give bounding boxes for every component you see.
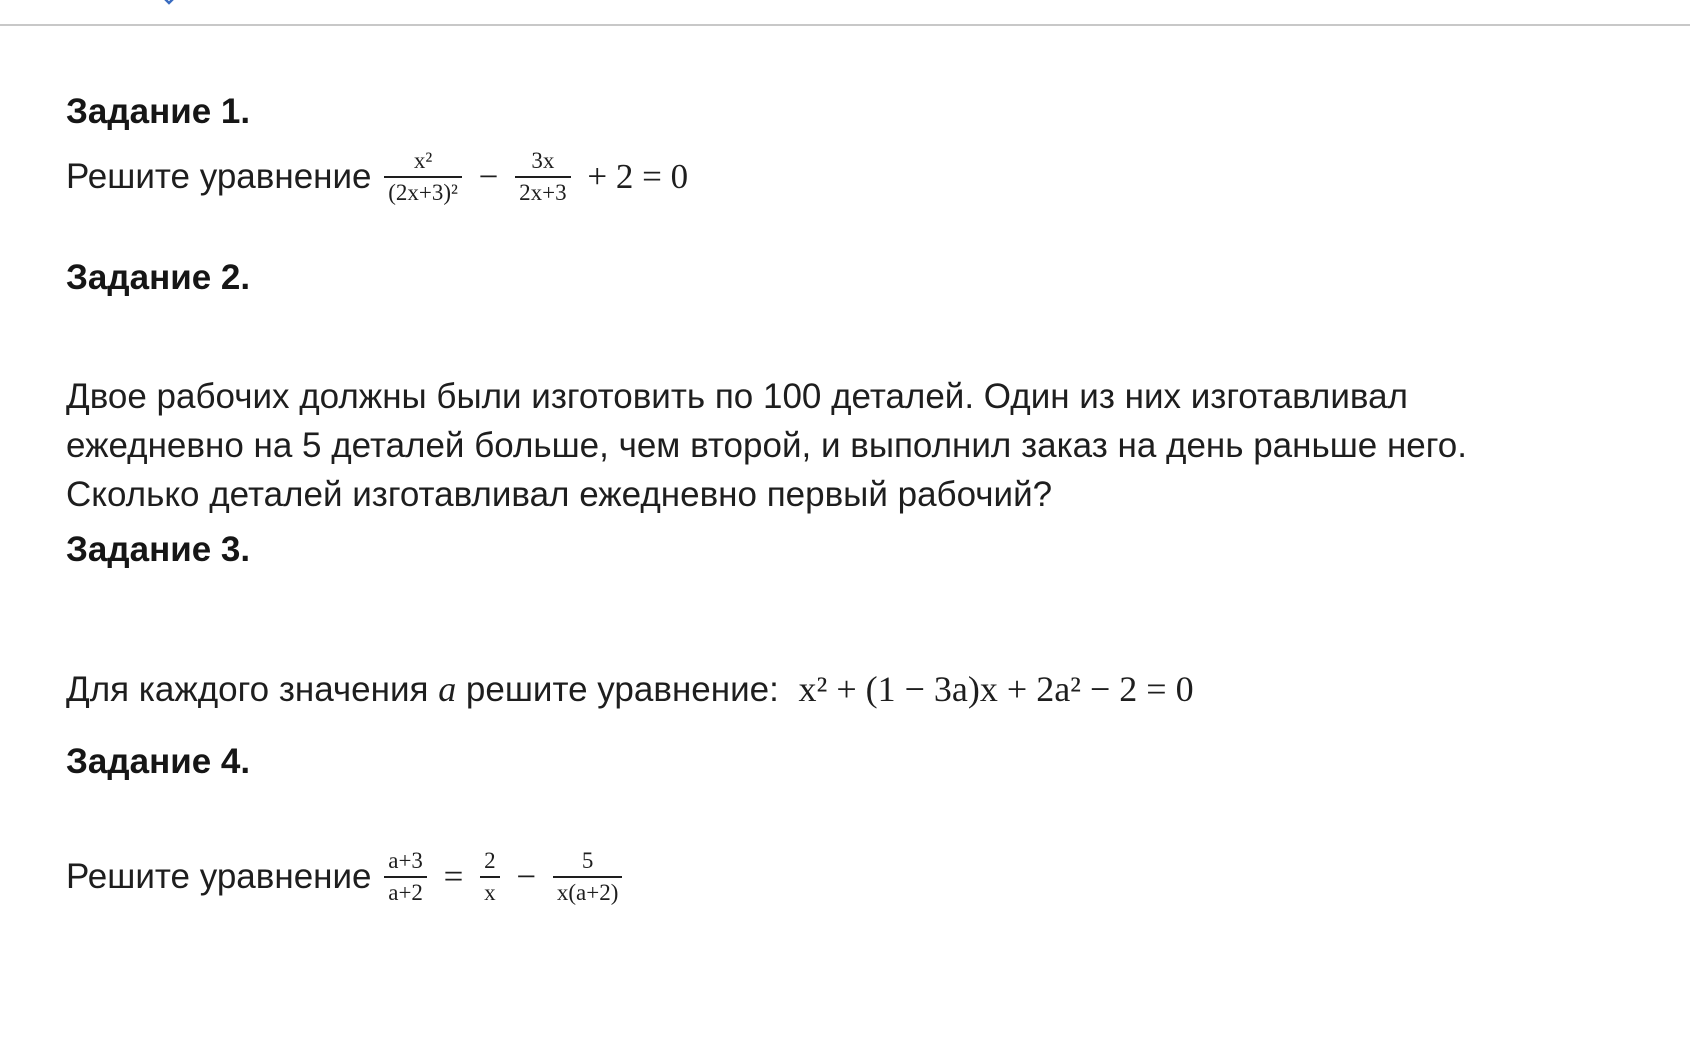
task-3-lead: Для каждого значения [66, 670, 429, 709]
task-4-lead: Решите уравнение [66, 857, 372, 896]
task-4-fraction-3 [553, 848, 623, 906]
task-2-line: Двое рабочих должны были изготовить по 100 деталей. Один из них изготавливал [66, 377, 1408, 416]
fraction-denominator: 2x+3 [519, 180, 567, 205]
fraction-numerator: 2 [480, 848, 500, 878]
fraction-denominator: (2x+3)² [388, 180, 458, 205]
task-2-line: Сколько деталей изготавливал ежедневно первый рабочий? [66, 475, 1053, 514]
task-2-line: ежедневно на 5 деталей больше, чем второй, и выполнил заказ на день раньше него. [66, 426, 1467, 465]
task-1-fraction-2 [515, 148, 570, 206]
task-3-equation: x² + (1 − 3a)x + 2a² − 2 = 0 [798, 669, 1194, 709]
fraction-denominator: a+2 [388, 880, 423, 905]
chevron-down-icon[interactable] [158, 0, 180, 6]
task-1-operator: − [478, 157, 499, 196]
fraction-numerator: 5 [553, 848, 623, 878]
fraction-numerator: a+3 [384, 848, 427, 878]
task-1-tail: + 2 = 0 [587, 157, 689, 196]
task-1-lead: Решите уравнение [66, 157, 372, 196]
task-1-title: Задание 1. [66, 92, 251, 131]
fraction-numerator: 3x [515, 148, 570, 178]
task-3-variable: a [438, 669, 457, 709]
task-4-fraction-2 [480, 848, 500, 906]
fraction-denominator: x(a+2) [556, 880, 619, 905]
task-2-title: Задание 2. [66, 258, 251, 297]
fraction-denominator: x [484, 880, 496, 905]
task-3-lead-2: решите уравнение: [465, 670, 779, 709]
task-3-statement [66, 668, 1194, 710]
task-1-fraction-1 [384, 148, 462, 206]
task-4-fraction-1 [384, 848, 427, 906]
task-4-operator: = [443, 857, 464, 896]
task-3-title: Задание 3. [66, 530, 251, 569]
task-4-operator: − [516, 857, 537, 896]
top-divider [0, 24, 1690, 26]
task-4-title: Задание 4. [66, 742, 251, 781]
task-2-paragraph [66, 372, 1646, 519]
fraction-numerator: x² [384, 148, 462, 178]
task-1-statement [66, 148, 692, 206]
task-4-statement [66, 848, 625, 906]
